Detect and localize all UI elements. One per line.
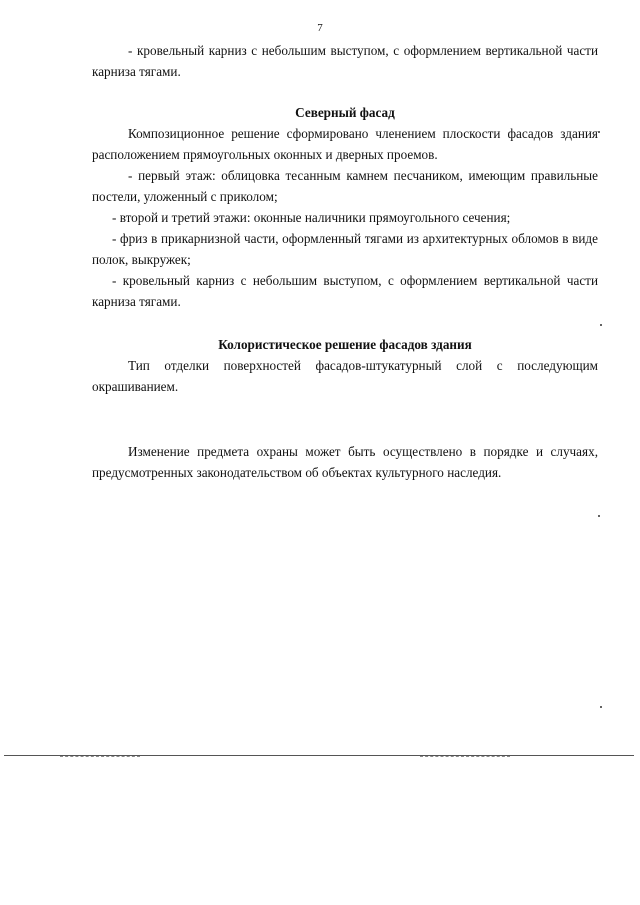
page-bottom-rule-dash [60, 756, 140, 757]
scan-speck [600, 706, 602, 708]
page-number: 7 [317, 22, 323, 34]
paragraph-roof-cornice: - кровельный карниз с небольшим выступом, с оформлением вертикальной части карниза тягами. [92, 273, 598, 309]
paragraph-second-third-floor: - второй и третий этажи: оконные наличники прямоугольного сечения; [112, 210, 511, 225]
scan-speck [598, 131, 600, 133]
section-heading-north-facade: Северный фасад [295, 105, 395, 120]
paragraph-composition: Композиционное решение сформировано членением плоскости фасадов здания расположением прямоугольных оконных и дверных проемов. [92, 126, 598, 162]
scan-speck [600, 324, 602, 326]
paragraph-frieze: - фриз в прикарнизной части, оформленный тягами из архитектурных обломов в виде полок, выкружек; [92, 231, 598, 267]
paragraph-first-floor: - первый этаж: облицовка тесанным камнем песчаником, имеющим правильные постели, уложенный с приколом; [92, 168, 598, 204]
paragraph-finish-type: Тип отделки поверхностей фасадов-штукатурный слой с последующим окрашиванием. [92, 358, 598, 394]
scan-speck [598, 515, 600, 517]
document-body [92, 40, 598, 483]
page-bottom-rule-dash [420, 756, 510, 757]
paragraph-protection-change: Изменение предмета охраны может быть осуществлено в порядке и случаях, предусмотренных законодательством об объектах культурного наследия. [92, 444, 598, 480]
section-heading-color-solution: Колористическое решение фасадов здания [218, 337, 472, 352]
paragraph-roof-cornice-top: - кровельный карниз с небольшим выступом, с оформлением вертикальной части карниза тягами. [92, 43, 598, 79]
